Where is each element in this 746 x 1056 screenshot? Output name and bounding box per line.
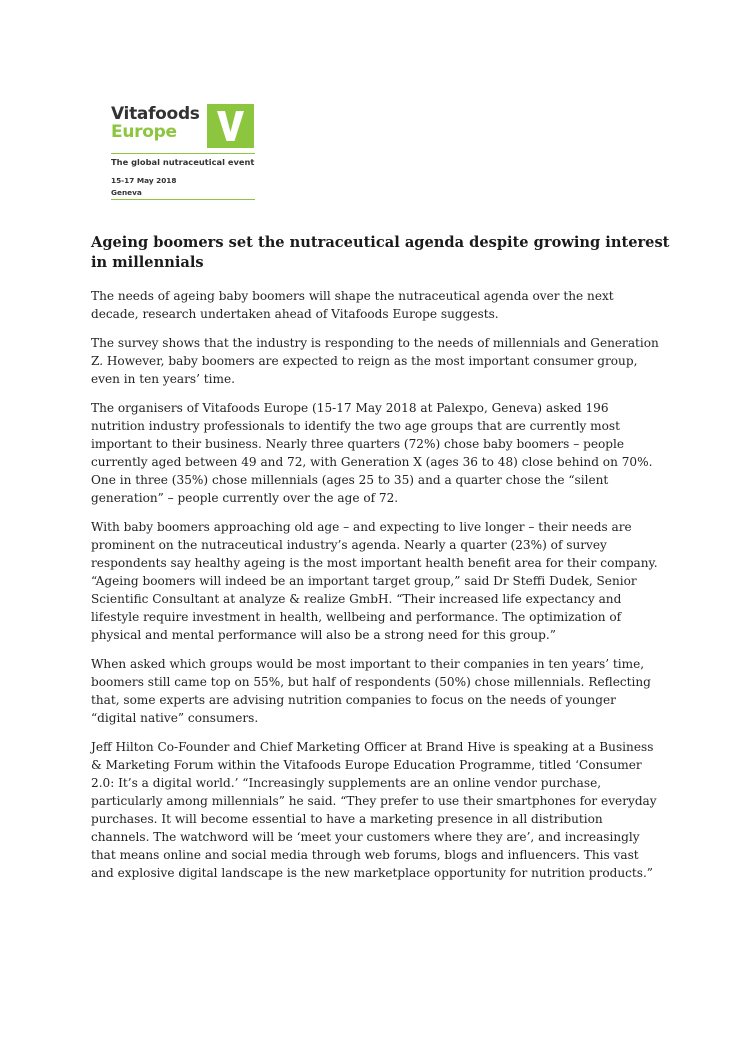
logo-word-europe: Europe — [111, 122, 177, 142]
v-letter-icon — [207, 104, 254, 148]
event-date: 15-17 May 2018 — [111, 176, 177, 185]
vitafoods-europe-logo — [111, 104, 255, 200]
event-city: Geneva — [111, 188, 142, 197]
article-headline: Ageing boomers set the nutraceutical agenda despite growing interest in millennials — [91, 234, 670, 271]
article-body — [91, 287, 661, 893]
article-paragraph: With baby boomers approaching old age – and expecting to live longer – their needs are prominent on the nutraceutical industry’s agenda. Nearly a quarter (23%) of survey respondents say healthy ageing is the most important health benefit area for their company. “Ageing boomers will indeed be an important target group,” said Dr Steffi Dudek, Senior Scientific Consultant at analyze & realize GmbH. “Their increased life expectancy and lifestyle require investment in health, wellbeing and performance. The optimization of physical and mental performance will also be a strong need for this group.” — [91, 520, 658, 642]
logo-tagline: The global nutraceutical event — [111, 157, 255, 167]
logo-v-badge — [207, 104, 254, 148]
logo-divider — [111, 153, 255, 154]
article-paragraph: When asked which groups would be most important to their companies in ten years’ time, boomers still came top on 55%, but half of respondents (50%) chose millennials. Reflecting that, some experts are advising nutrition companies to focus on the needs of younger “digital native” consumers. — [91, 657, 651, 725]
article-paragraph: The survey shows that the industry is responding to the needs of millennials and Generation Z. However, baby boomers are expected to reign as the most important consumer group, even in ten years’ time. — [91, 336, 659, 386]
article-paragraph: The organisers of Vitafoods Europe (15-17 May 2018 at Palexpo, Geneva) asked 196 nutrition industry professionals to identify the two age groups that are currently most important to their business. Nearly three quarters (72%) chose baby boomers – people currently aged between 49 and 72, with Generation X (ages 36 to 48) close behind on 70%. One in three (35%) chose millennials (ages 25 to 35) and a quarter chose the “silent generation” – people currently over the age of 72. — [91, 401, 653, 505]
article-paragraph: The needs of ageing baby boomers will shape the nutraceutical agenda over the next decade, research undertaken ahead of Vitafoods Europe suggests. — [91, 289, 614, 321]
logo-bottom-divider — [111, 199, 255, 200]
article-paragraph: Jeff Hilton Co-Founder and Chief Marketing Officer at Brand Hive is speaking at a Business & Marketing Forum within the Vitafoods Europe Education Programme, titled ‘Consumer 2.0: It’s a digital world.’ “Increasingly supplements are an online vendor purchase, particularly among millennials” he said. “They prefer to use their smartphones for everyday purchases. It will become essential to have a marketing presence in all distribution channels. The watchword will be ‘meet your customers where they are’, and increasingly that means online and social media through web forums, blogs and influencers. This vast and explosive digital landscape is the new marketplace opportunity for nutrition products.” — [91, 740, 657, 880]
logo-word-vitafoods: Vitafoods — [111, 104, 200, 124]
